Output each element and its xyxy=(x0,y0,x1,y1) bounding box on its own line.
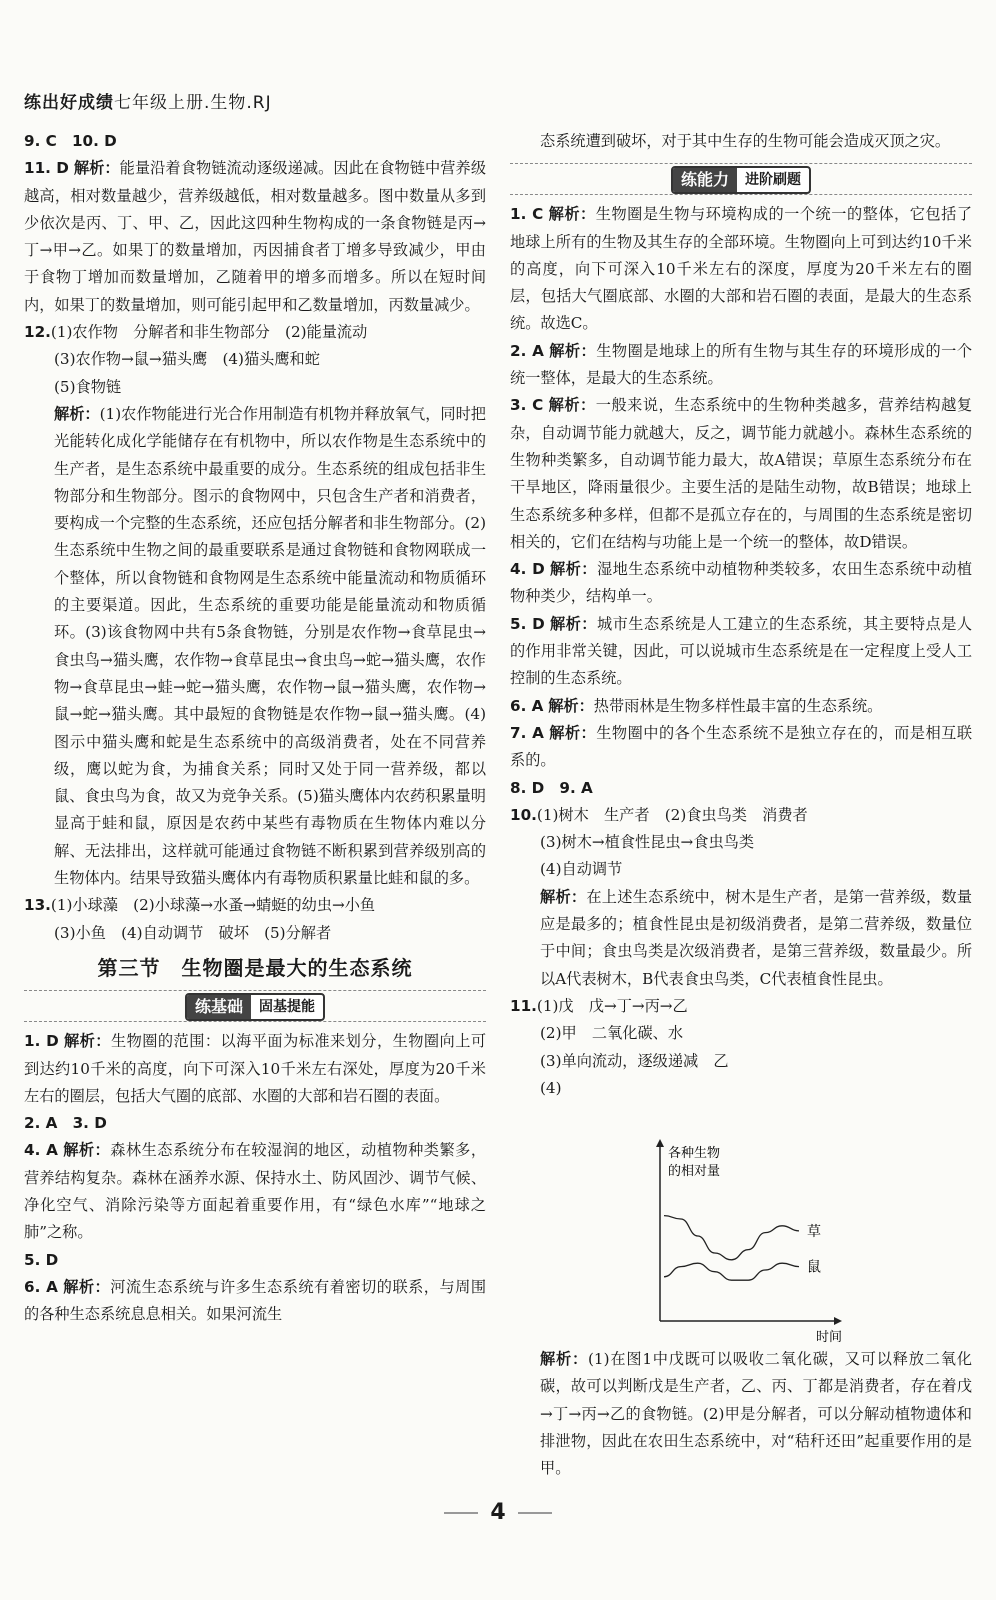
answer-number: 1. D xyxy=(24,1032,59,1051)
answer-line: (3)树木→植食性昆虫→食虫鸟类 xyxy=(540,833,755,852)
page-number: 4 xyxy=(490,1500,506,1525)
analysis-text: 在上述生态系统中，树木是生产者，是第一营养级，数量应是最多的；植食性昆虫是初级消费者，是第二营养级，数量位于中间；食虫鸟类是次级消费者，是第三营养级，数量最少。所以A代表树木，B代表食虫鸟类，C代表植食性昆虫。 xyxy=(540,887,972,988)
footer-dash-right xyxy=(518,1512,552,1514)
answer-r11 xyxy=(510,993,972,1483)
answer-line: (5)食物链 xyxy=(54,377,122,396)
answer-12 xyxy=(24,319,486,892)
analysis-label: 解析： xyxy=(63,1141,111,1160)
analysis-label: 解析： xyxy=(64,1032,111,1051)
page-header xyxy=(24,88,272,113)
analysis-label: 解析： xyxy=(550,560,597,579)
analysis-text: (1)在图1中戊既可以吸收二氧化碳，又可以释放二氧化碳，故可以判断戊是生产者，乙、丙、丁都是消费者，存在着戊→丁→丙→乙的食物链。(2)甲是分解者，可以分解动植物遗体和排泄物，因此在农田生态系统中，对“秸秆还田”起重要作用的是甲。 xyxy=(540,1350,972,1478)
analysis-text: 能量沿着食物链流动逐级递减。因此在食物链中营养级越高，相对数量越少，营养级越低，相对数量越多。图中数量从多到少依次是丙、丁、甲、乙，因此这四种生物构成的一条食物链是丙→丁→甲→乙。如果丁的数量增加，丙因捕食者丁增多导致减少，甲由于食物丁增加而数量增加，乙随着甲的增多而增多。所以在短时间内，如果丁的数量增加，则可能引起甲和乙数量增加，丙数量减少。 xyxy=(24,159,487,314)
analysis-text: 生物圈的范围：以海平面为标准来划分，生物圈向上可到达约10千米的高度，向下可深入10千米左右深处，厚度为20千米左右的圈层，包括大气圈的底部、水圈的大部和岩石圈的表面。 xyxy=(24,1032,487,1105)
banner-label: 练能力 xyxy=(673,168,737,192)
analysis-text: 热带雨林是生物多样性最丰富的生态系统。 xyxy=(593,696,883,715)
analysis-label: 解析： xyxy=(549,723,597,742)
analysis-text: 一般来说，生态系统中的生物种类越多，营养结构越复杂，自动调节能力就越大，反之，调节能力就越小。森林生态系统的生物种类繁多，自动调节能力最大，故A错误；草原生态系统分布在干旱地区，降雨量很少。主要生活的是陆生动物，故B错误；地球上生态系统多种多样，但都不是孤立存在的，与周围的生态系统是密切相关的，它们在结构与功能上是一个统一的整体，故D错误。 xyxy=(510,396,973,551)
answer-b6 xyxy=(24,1274,486,1329)
right-column xyxy=(510,128,972,1483)
y-axis-label-1: 各种生物 xyxy=(668,1146,721,1162)
answer-number: 7. A xyxy=(510,723,544,742)
answer-b4 xyxy=(24,1137,486,1246)
answer-number: 13. xyxy=(24,896,51,915)
answer-number: 3. C xyxy=(510,396,544,415)
answer-r6 xyxy=(510,693,972,720)
answer-line: (4) xyxy=(540,1078,562,1097)
x-axis-label: 时间 xyxy=(816,1330,843,1346)
answer-number: 4. A xyxy=(24,1141,58,1160)
y-arrow-icon xyxy=(656,1139,664,1147)
analysis-text: (1)农作物能进行光合作用制造有机物并释放氧气，同时把光能转化成化学能储存在有机物中，所以农作物是生态系统中的生产者，是生态系统中最重要的成分。生态系统的组成包括非生物部分和生物部分。图示的食物网中，只包含生产者和消费者，要构成一个完整的生态系统，还应包括分解者和非生物部分。(2)生态系统中生物之间的最重要联系是通过食物链和食物网联成一个整体，所以食物链和食物网是生态系统中能量流动和物质循环的主要渠道。因此，生态系统的重要功能是能量流动和物质循环。(3)该食物网中共有5条食物链，分别是农作物→食草昆虫→食虫鸟→猫头鹰，农作物→食草昆虫→食虫鸟→蛇→猫头鹰，农作物→食草昆虫→蛙→蛇→猫头鹰，农作物→鼠→猫头鹰，农作物→鼠→蛇→猫头鹰。其中最短的食物链是农作物→鼠→猫头鹰。(4)图示中猫头鹰和蛇是生态系统中的高级消费者，处在不同营养级，鹰以蛇为食，为捕食关系；同时又处于同一营养级，都以鼠、食虫鸟为食，故又为竞争关系。(5)猫头鹰体内农药积累量明显高于蛙和鼠，原因是农药中某些有毒物质在生物体内难以分解、无法排出，这样就可能通过食物链不断积累到营养级别高的生物体内。结果导致猫头鹰体内有毒物质积累量比蛙和鼠的多。 xyxy=(54,404,486,888)
analysis-label: 解析： xyxy=(540,887,587,906)
answer-r4 xyxy=(510,556,972,611)
population-chart xyxy=(510,1106,972,1346)
left-column xyxy=(24,128,486,1328)
analysis-label: 解析： xyxy=(549,341,597,360)
analysis-label: 解析： xyxy=(550,614,597,633)
analysis-text: 城市生态系统是人工建立的生态系统，其主要特点是人的作用非常关键，因此，可以说城市生态系统是在一定程度上受人工控制的生态系统。 xyxy=(510,614,973,688)
answer-number: 6. A xyxy=(24,1277,58,1296)
answer-number: 2. A xyxy=(510,341,544,360)
analysis-label: 解析： xyxy=(548,396,596,415)
banner-sublabel: 进阶刷题 xyxy=(745,172,802,189)
analysis-text: 湿地生态系统中动植物种类较多，农田生态系统中动植物种类少，结构单一。 xyxy=(510,560,973,606)
answer-line: (3)小鱼 (4)自动调节 破坏 (5)分解者 xyxy=(54,923,332,942)
answer-number: 5. D xyxy=(510,614,545,633)
answer-line: (4)自动调节 xyxy=(540,860,623,879)
analysis-label: 解析： xyxy=(54,404,100,423)
analysis-text: 生物圈是地球上的所有生物与其生存的环境形成的一个统一整体，是最大的生态系统。 xyxy=(510,341,973,388)
answer-line: (1)小球藻 (2)小球藻→水蚤→蜻蜓的幼虫→小鱼 xyxy=(50,896,376,915)
y-axis-label-2: 的相对量 xyxy=(668,1164,721,1180)
answer-number: 4. D xyxy=(510,560,545,579)
book-subtitle: 七年级上册.生物.RJ xyxy=(114,93,272,113)
practice-banner-basic xyxy=(24,990,486,1022)
analysis-label: 解析： xyxy=(540,1350,588,1369)
answer-number: 10. xyxy=(510,805,537,824)
banner-label: 练基础 xyxy=(187,995,251,1019)
answer-11 xyxy=(24,155,486,319)
footer-dash-left xyxy=(444,1512,478,1514)
answer-line: (1)农作物 分解者和非生物部分 (2)能量流动 xyxy=(50,323,368,342)
analysis-text: 生物圈是生物与环境构成的一个统一的整体，它包括了地球上所有的生物及其生存的全部环境。生物圈向上可到达约10千米的高度，向下可深入10千米左右的深度，厚度为20千米左右的圈层，包括大气圈底部、水圈的大部和岩石圈的表面，是最大的生态系统。故选C。 xyxy=(510,205,973,333)
answer-r10 xyxy=(510,802,972,993)
analysis-text: 森林生态系统分布在较湿润的地区，动植物种类繁多，营养结构复杂。森林在涵养水源、保持水土、防风固沙、调节气候、净化空气、消除污染等方面起着重要作用，有“绿色水库”“地球之肺”之称。 xyxy=(24,1141,487,1242)
answer-b5: 5. D xyxy=(24,1250,59,1269)
series-label-1: 鼠 xyxy=(807,1259,821,1276)
answer-r3 xyxy=(510,392,972,556)
series-label-0: 草 xyxy=(807,1223,821,1240)
answer-9-10: 9. C 10. D xyxy=(24,132,117,150)
chart-svg xyxy=(510,1106,972,1346)
continued-text: 态系统遭到破坏，对于其中生存的生物可能会造成灭顶之灾。 xyxy=(540,132,951,150)
answer-r5 xyxy=(510,611,972,693)
analysis-label: 解析： xyxy=(63,1277,111,1296)
answer-line: (3)单向流动，逐级递减 乙 xyxy=(540,1051,729,1070)
series-line-0 xyxy=(664,1216,799,1260)
answer-b1 xyxy=(24,1028,486,1110)
page-footer xyxy=(0,1500,996,1525)
answer-line: (3)农作物→鼠→猫头鹰 (4)猫头鹰和蛇 xyxy=(54,350,320,369)
analysis-label: 解析： xyxy=(548,696,594,715)
answer-number: 11. D xyxy=(24,159,69,178)
analysis-label: 解析： xyxy=(548,205,596,224)
answer-b2-3: 2. A 3. D xyxy=(24,1114,107,1133)
answer-r1 xyxy=(510,201,972,337)
series-line-1 xyxy=(664,1263,799,1280)
answer-number: 6. A xyxy=(510,696,544,715)
answer-line: (2)甲 二氧化碳、水 xyxy=(540,1024,684,1043)
analysis-text: 生物圈中的各个生态系统不是独立存在的，而是相互联系的。 xyxy=(510,723,973,770)
answer-number: 12. xyxy=(24,323,51,342)
x-arrow-icon xyxy=(834,1317,842,1325)
analysis-label: 解析： xyxy=(73,159,120,178)
answer-r7 xyxy=(510,720,972,775)
answer-number: 1. C xyxy=(510,205,544,224)
answer-line: (1)树木 生产者 (2)食虫鸟类 消费者 xyxy=(536,805,808,824)
practice-banner-ability xyxy=(510,163,972,195)
analysis-text: 河流生态系统与许多生态系统有着密切的联系，与周围的各种生态系统息息相关。如果河流生 xyxy=(24,1277,487,1324)
answer-number: 11. xyxy=(510,996,537,1015)
answer-line: (1)戊 戊→丁→丙→乙 xyxy=(536,996,688,1015)
banner-sublabel: 固基提能 xyxy=(259,999,316,1016)
answer-r8-9: 8. D 9. A xyxy=(510,778,593,797)
book-title: 练出好成绩 xyxy=(24,93,114,113)
answer-13 xyxy=(24,892,486,947)
section-title: 第三节 生物圈是最大的生态系统 xyxy=(97,955,413,980)
answer-r2 xyxy=(510,338,972,393)
